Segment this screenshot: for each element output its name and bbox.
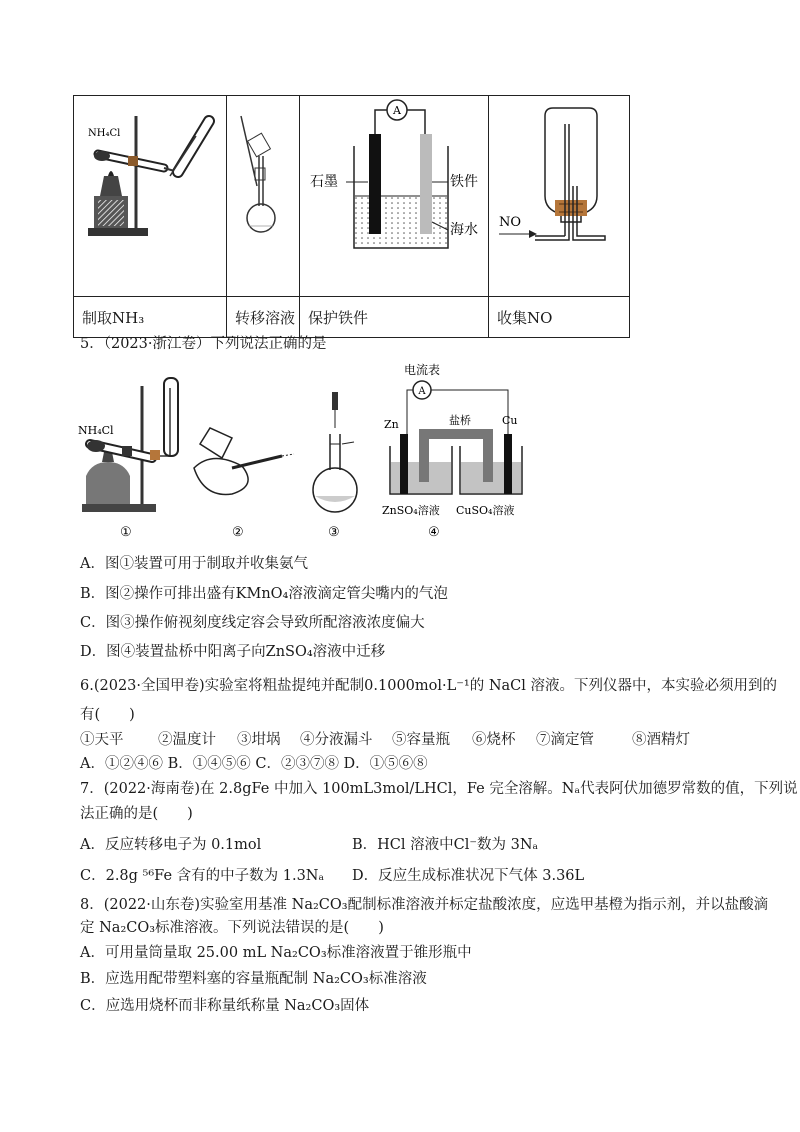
volumetric-flask-diagram: [227, 96, 299, 292]
iron-protection-cell: [300, 96, 489, 297]
q6-instrument-3: ③坩埚: [237, 732, 281, 748]
q5-znso4-label: ZnSO₄溶液: [382, 504, 440, 517]
q6-instrument-7: ⑦滴定管: [536, 732, 594, 748]
q5-fig4: [382, 362, 522, 540]
no-collection-diagram: [489, 96, 629, 292]
q6-instrument-6: ⑥烧杯: [472, 732, 516, 748]
seawater-label: 海水: [450, 222, 478, 238]
q5-fig1-number: ①: [120, 525, 132, 540]
nh4cl-label: NH₄Cl: [88, 128, 121, 139]
caption-protect-iron: 保护铁件: [300, 297, 489, 338]
q6-options: A．①②④⑥ B．①④⑤⑥ C．②③⑦⑧ D．①⑤⑥⑧: [80, 756, 428, 772]
q5-option-d: D．图④装置盐桥中阳离子向ZnSO₄溶液中迁移: [80, 644, 386, 660]
iron-label: 铁件: [450, 174, 478, 190]
nh3-apparatus-cell: [74, 96, 227, 297]
no-label: NO: [499, 215, 522, 230]
q6-instrument-8: ⑧酒精灯: [632, 732, 690, 748]
q5-fig4-number: ④: [428, 525, 440, 540]
q6-stem-line2: 有( ): [80, 707, 135, 723]
q5-ammeter-a: A: [418, 386, 426, 397]
iron-protection-diagram: [300, 96, 488, 292]
graphite-label: 石墨: [310, 174, 338, 190]
q8-option-b: B．应选用配带塑料塞的容量瓶配制 Na₂CO₃标准溶液: [80, 971, 427, 987]
q7-option-c: C．2.8g ⁵⁶Fe 含有的中子数为 1.3Nₐ: [80, 868, 325, 884]
q6-instrument-4: ④分液漏斗: [300, 732, 373, 748]
q6-instrument-2: ②温度计: [158, 732, 216, 748]
q7-stem-line2: 法正确的是( ): [80, 806, 193, 822]
q7-option-d: D．反应生成标准状况下气体 3.36L: [352, 868, 585, 884]
q5-cuso4-label: CuSO₄溶液: [456, 504, 515, 517]
q5-cu-label: Cu: [502, 414, 518, 427]
q7-stem-line1: 7．(2022·海南卷)在 2.8gFe 中加入 100mL3mol/LHCl，Fe 完全溶解。Nₐ代表阿伏加德罗常数的值，下列说: [80, 781, 798, 797]
q8-option-c: C．应选用烧杯而非称量纸称量 Na₂CO₃固体: [80, 998, 370, 1014]
q7-option-a: A．反应转移电子为 0.1mol: [80, 837, 262, 853]
q5-fig3: [313, 392, 357, 540]
q5-figures: [72, 358, 532, 542]
q5-title: 5．（2023·浙江卷）下列说法正确的是: [80, 336, 327, 352]
caption-nh3: 制取NH₃: [74, 297, 227, 338]
nh3-apparatus-diagram: [74, 96, 226, 292]
q5-ammeter-caption: 电流表: [403, 363, 441, 377]
q5-fig2-number: ②: [232, 525, 244, 540]
transfer-solution-cell: [227, 96, 300, 297]
caption-transfer: 转移溶液: [227, 297, 300, 338]
q5-fig2: [194, 428, 294, 540]
q5-nh4cl-label: NH₄Cl: [78, 424, 114, 437]
q5-option-a: A．图①装置可用于制取并收集氨气: [80, 556, 308, 572]
ammeter-a-label: A: [393, 104, 401, 117]
q8-stem-line2: 定 Na₂CO₃标准溶液。下列说法错误的是( ): [80, 920, 384, 936]
q6-instrument-1: ①天平: [80, 732, 124, 748]
caption-collect-no: 收集NO: [489, 297, 630, 338]
q6-instrument-5: ⑤容量瓶: [392, 732, 450, 748]
q5-salt-bridge-label: 盐桥: [449, 414, 471, 427]
q5-fig3-number: ③: [328, 525, 340, 540]
q5-option-b: B．图②操作可排出盛有KMnO₄溶液滴定管尖嘴内的气泡: [80, 586, 448, 602]
q8-option-a: A．可用量筒量取 25.00 mL Na₂CO₃标准溶液置于锥形瓶中: [80, 945, 472, 961]
q5-fig1: [78, 378, 178, 540]
q6-stem-line1: 6.(2023·全国甲卷)实验室将粗盐提纯并配制0.1000mol·L⁻¹的 NaCl 溶液。下列仪器中，本实验必须用到的: [80, 678, 777, 694]
q5-zn-label: Zn: [384, 418, 399, 431]
q8-stem-line1: 8．(2022·山东卷)实验室用基准 Na₂CO₃配制标准溶液并标定盐酸浓度，应选甲基橙为指示剂，并以盐酸滴: [80, 897, 769, 913]
q5-option-c: C．图③操作俯视刻度线定容会导致所配溶液浓度偏大: [80, 615, 425, 631]
apparatus-table: [73, 95, 630, 338]
q7-option-b: B．HCl 溶液中Cl⁻数为 3Nₐ: [352, 837, 539, 853]
no-collection-cell: [489, 96, 630, 297]
